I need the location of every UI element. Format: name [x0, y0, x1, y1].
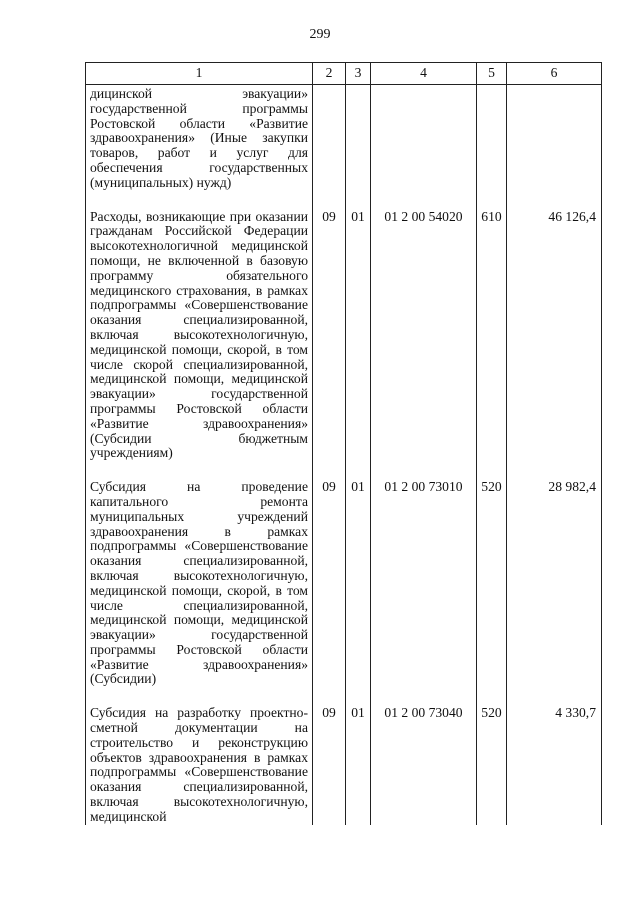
- row-spacer: [86, 191, 602, 208]
- column-header: 6: [507, 63, 602, 85]
- row-target-article: [371, 85, 477, 191]
- column-header: 1: [86, 63, 313, 85]
- row-expense-type: 610: [477, 208, 507, 462]
- row-description: Субсидия на разработку проектно-сметной документации на строительство и реконструкцию объектов здравоохранения в рамках подпрограммы «Совершенствование оказания специализированной, включая высокотехнологичную, медицинской: [86, 704, 313, 824]
- table-row: [86, 85, 602, 191]
- table-row: [86, 208, 602, 462]
- row-description: дицинской эвакуации» государственной программы Ростовской области «Развитие здравоохранения» (Иные закупки товаров, работ и услуг для обеспечения государственных (муниципальных) нужд): [86, 85, 313, 191]
- row-section: [313, 85, 346, 191]
- row-subsection: [346, 85, 371, 191]
- row-amount: 4 330,7: [507, 704, 602, 824]
- row-subsection: 01: [346, 208, 371, 462]
- row-section: 09: [313, 704, 346, 824]
- row-subsection: 01: [346, 704, 371, 824]
- row-spacer: [86, 687, 602, 704]
- row-target-article: 01 2 00 54020: [371, 208, 477, 462]
- row-subsection: 01: [346, 478, 371, 687]
- row-description: Расходы, возникающие при оказании гражданам Российской Федерации высокотехнологичной медицинской помощи, не включенной в базовую программу обязательного медицинского страхования, в рамках подпрограммы «Совершенствование оказания специализированной, включая высокотехнологичную, медицинской помощи, скорой, в том числе скорой специализированной, медицинской помощи, медицинской эвакуации» государственной программы Ростовской области «Развитие здравоохранения» (Субсидии бюджетным учреждениям): [86, 208, 313, 462]
- row-target-article: 01 2 00 73010: [371, 478, 477, 687]
- table-row: [86, 704, 602, 824]
- row-amount: 28 982,4: [507, 478, 602, 687]
- row-expense-type: [477, 85, 507, 191]
- table-header-row: [86, 63, 602, 85]
- row-expense-type: 520: [477, 478, 507, 687]
- row-section: 09: [313, 208, 346, 462]
- table-row: [86, 478, 602, 687]
- row-expense-type: 520: [477, 704, 507, 824]
- row-spacer: [86, 461, 602, 478]
- budget-table: [85, 62, 602, 825]
- column-header: 2: [313, 63, 346, 85]
- page-number: 299: [309, 27, 331, 42]
- column-header: 3: [346, 63, 371, 85]
- column-header: 5: [477, 63, 507, 85]
- column-header: 4: [371, 63, 477, 85]
- row-target-article: 01 2 00 73040: [371, 704, 477, 824]
- row-section: 09: [313, 478, 346, 687]
- row-description: Субсидия на проведение капитального ремонта муниципальных учреждений здравоохранения в рамках подпрограммы «Совершенствование оказания специализированной, включая высокотехнологичную, медицинской помощи, скорой, в том числе специализированной, медицинской помощи, медицинской эвакуации» государственной программы Ростовской области «Развитие здравоохранения» (Субсидии): [86, 478, 313, 687]
- row-amount: 46 126,4: [507, 208, 602, 462]
- row-amount: [507, 85, 602, 191]
